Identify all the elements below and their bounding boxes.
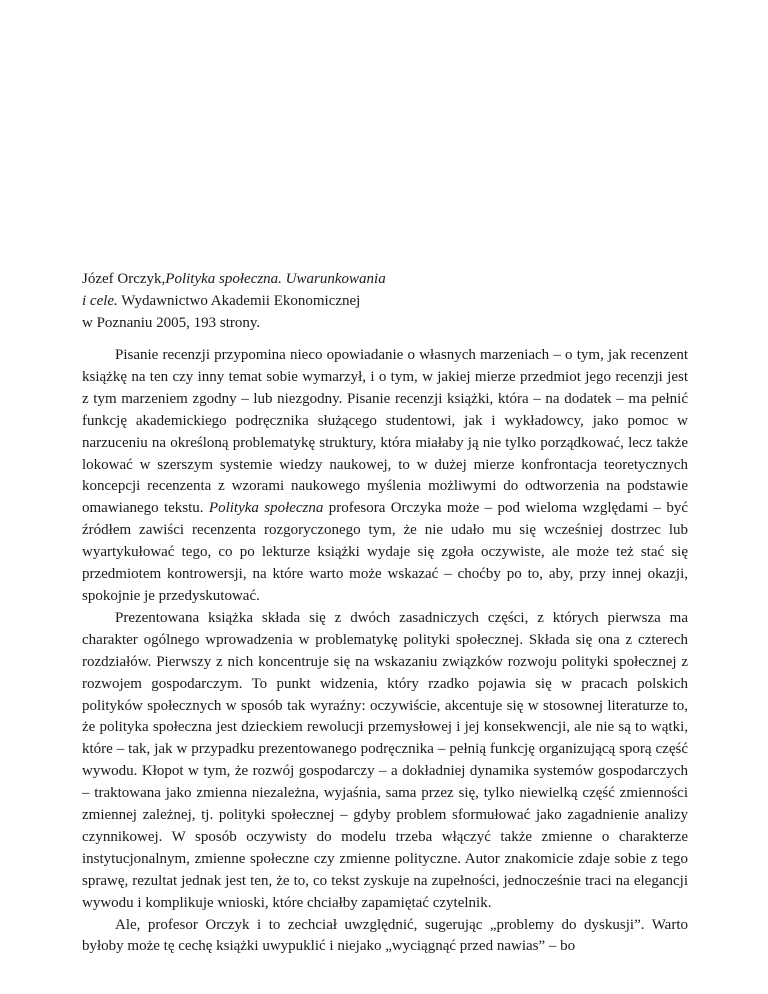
paragraph-1 — [82, 345, 688, 608]
citation-title-line2: i cele. — [82, 293, 118, 309]
paragraph-2: Prezentowana książka składa się z dwóch zasadniczych części, z których pierwsza ma charakter ogólnego wprowadzenia w problematykę polityki społecznej. Składa się ona z czterech rozdziałów. Pierwszy z nich koncentruje się na wskazaniu związków rozwoju polityki społecznej z rozwojem gospodarczym. To punkt widzenia, który rzadko pojawia się w pracach polskich polityków społecznych w sposób tak wyraźny: oczywiście, akcentuje się w stosownej literaturze to, że polityka społeczna jest dzieckiem rewolucji przemysłowej i jej konsekwencji, ale nie są to wątki, które – tak, jak w przypadku prezentowanego podręcznika – pełnią funkcję organizującą sporą część wywodu. Kłopot w tym, że rozwój gospodarczy – a dokładniej dynamika systemów gospodarczych – traktowana jako zmienna niezależna, wyjaśnia, sama przez się, tylko niewielką część zmienności zmiennej zależnej, tj. polityki społecznej – gdyby problem sformułować jako zagadnienie analizy czynnikowej. W sposób oczywisty do modelu trzeba włączyć także zmienne o charakterze instytucjonalnym, zmienne społeczne czy zmienne polityczne. Autor znakomicie zdaje sobie z tego sprawę, rezultat jednak jest ten, że to, co tekst zyskuje na zupełności, jednocześnie traci na elegancji wywodu i komplikuje wnioski, które chciałby zapamiętać czytelnik. — [82, 609, 688, 911]
citation-title-line1: Polityka społeczna. Uwarunkowania — [165, 271, 386, 287]
citation-publisher: Wydawnictwo Akademii Ekonomicznej — [121, 293, 361, 309]
paragraph-1-italic-title: Polityka społeczna — [208, 500, 324, 517]
citation-author: Józef Orczyk, — [82, 271, 166, 287]
citation-place-year-pages: w Poznaniu 2005, 193 strony. — [82, 315, 261, 331]
review-body — [82, 345, 688, 958]
paragraph-1-text-b: profesora Orczyka może – pod wieloma względami – być źródłem zawiści recenzenta rozgoryczonego tym, że nie udało mu się wcześniej dostrzec lub wyartykułować tego, co po lekturze książki wydaje się zgoła oczywiste, ale może też stać się przedmiotem kontrowersji, na które warto może wskazać – choćby po to, aby, przy innej okazji, spokojnie je przedyskutować. — [82, 500, 688, 604]
book-citation — [82, 268, 412, 334]
paragraph-3: Ale, profesor Orczyk i to zechciał uwzględnić, sugerując „problemy do dyskusji”. Warto byłoby może tę cechę książki uwypuklić i niejako „wyciągnąć przed nawias” – bo — [82, 916, 688, 955]
paragraph-1-text-a: Pisanie recenzji przypomina nieco opowiadanie o własnych marzeniach – o tym, jak recenzent książkę na ten czy inny temat sobie wymarzył, i o tym, w jakiej mierze przedmiot jego recenzji jest z tym marzeniem zgodny – lub niezgodny. Pisanie recenzji książki, która – na dodatek – ma pełnić funkcję akademickiego podręcznika służącego studentowi, jak i wykładowcy, jako pomoc w narzuceniu na określoną problematykę struktury, która miałaby ją nie tylko porządkować, lecz także lokować w szerszym systemie wiedzy naukowej, to w dużej mierze konfrontacja teoretycznych koncepcji recenzenta z wzorami naukowego myślenia możliwymi do odtworzenia na podstawie omawianego tekstu. — [82, 347, 688, 517]
